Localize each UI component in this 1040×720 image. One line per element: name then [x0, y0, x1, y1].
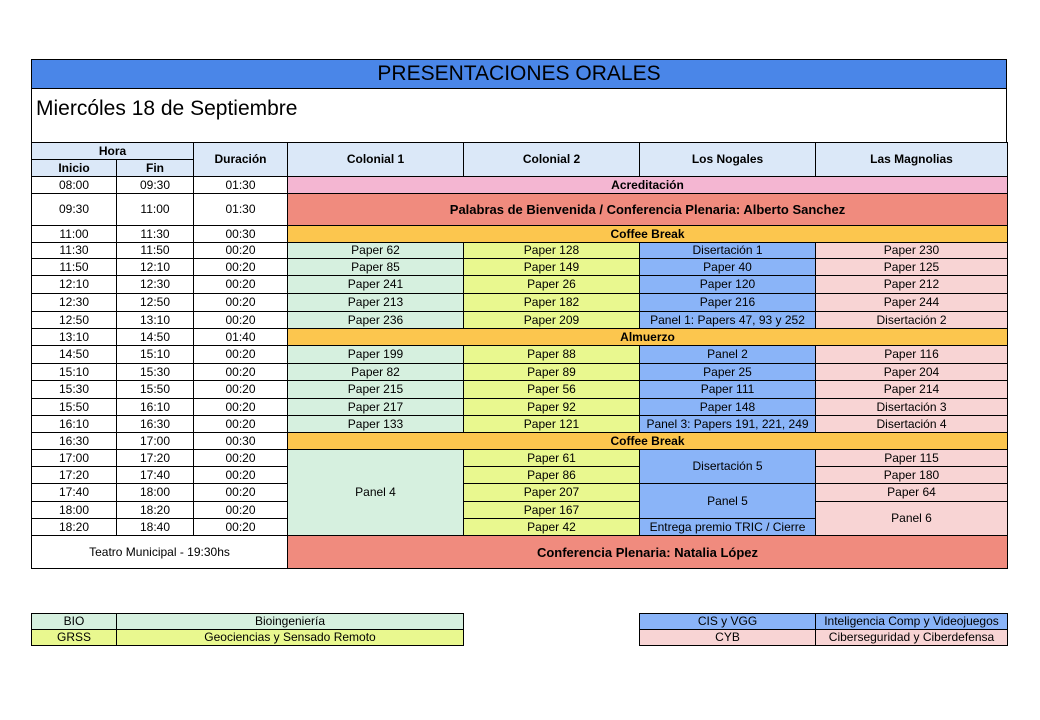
duration: 00:20 — [194, 259, 288, 276]
session-los-nogales: Paper 40 — [640, 259, 816, 276]
disertacion-5-block: Disertación 5 — [640, 450, 816, 484]
session-colonial-2: Paper 42 — [464, 519, 640, 536]
time-start: 16:10 — [32, 416, 117, 433]
session-colonial-1: Paper 241 — [288, 276, 464, 294]
session-las-magnolias: Disertación 4 — [816, 416, 1008, 433]
time-start: 12:50 — [32, 312, 117, 329]
time-end: 17:20 — [117, 450, 194, 467]
closing-plenary-block: Conferencia Plenaria: Natalia López — [288, 536, 1008, 569]
session-las-magnolias: Paper 204 — [816, 364, 1008, 381]
time-start: 09:30 — [32, 194, 117, 226]
duration: 00:20 — [194, 502, 288, 519]
time-end: 15:50 — [117, 381, 194, 399]
header-los-nogales: Los Nogales — [640, 143, 816, 177]
time-start: 15:30 — [32, 381, 117, 399]
legend-table — [31, 613, 1008, 646]
time-start: 11:50 — [32, 259, 117, 276]
time-end: 17:40 — [117, 467, 194, 484]
session-colonial-1: Paper 217 — [288, 399, 464, 416]
time-end: 13:10 — [117, 312, 194, 329]
session-colonial-2: Paper 182 — [464, 294, 640, 312]
session-los-nogales: Panel 1: Papers 47, 93 y 252 — [640, 312, 816, 329]
cierre-block: Entrega premio TRIC / Cierre — [640, 519, 816, 536]
schedule-table — [31, 142, 1008, 569]
time-end: 17:00 — [117, 433, 194, 450]
duration: 00:20 — [194, 364, 288, 381]
almuerzo-block: Almuerzo — [288, 329, 1008, 346]
time-start: 15:50 — [32, 399, 117, 416]
time-end: 12:30 — [117, 276, 194, 294]
time-start: 12:10 — [32, 276, 117, 294]
time-start: 11:00 — [32, 226, 117, 243]
time-end: 15:30 — [117, 364, 194, 381]
session-las-magnolias: Paper 230 — [816, 243, 1008, 259]
session-los-nogales: Panel 3: Papers 191, 221, 249 — [640, 416, 816, 433]
time-end: 11:50 — [117, 243, 194, 259]
session-colonial-1: Paper 215 — [288, 381, 464, 399]
legend-name-bio: Bioingeniería — [117, 614, 464, 630]
session-los-nogales: Paper 216 — [640, 294, 816, 312]
time-start: 13:10 — [32, 329, 117, 346]
session-colonial-2: Paper 88 — [464, 346, 640, 364]
legend-code-bio: BIO — [32, 614, 117, 630]
panel-6-block: Panel 6 — [816, 502, 1008, 536]
session-colonial-2: Paper 128 — [464, 243, 640, 259]
session-los-nogales: Panel 2 — [640, 346, 816, 364]
header-colonial-2: Colonial 2 — [464, 143, 640, 177]
duration: 00:20 — [194, 450, 288, 467]
header-duracion: Duración — [194, 143, 288, 177]
session-colonial-1: Paper 62 — [288, 243, 464, 259]
session-colonial-2: Paper 149 — [464, 259, 640, 276]
session-colonial-2: Paper 86 — [464, 467, 640, 484]
coffee-break-block: Coffee Break — [288, 226, 1008, 243]
time-start: 18:00 — [32, 502, 117, 519]
session-los-nogales: Paper 120 — [640, 276, 816, 294]
header-hora: Hora — [32, 143, 194, 160]
time-end: 15:10 — [117, 346, 194, 364]
time-end: 11:30 — [117, 226, 194, 243]
session-colonial-2: Paper 89 — [464, 364, 640, 381]
time-start: 16:30 — [32, 433, 117, 450]
session-colonial-2: Paper 209 — [464, 312, 640, 329]
session-colonial-1: Paper 236 — [288, 312, 464, 329]
time-end: 11:00 — [117, 194, 194, 226]
header-las-magnolias: Las Magnolias — [816, 143, 1008, 177]
time-end: 18:40 — [117, 519, 194, 536]
legend-name-cyb: Ciberseguridad y Ciberdefensa — [816, 630, 1008, 646]
header-fin: Fin — [117, 160, 194, 177]
session-colonial-2: Paper 167 — [464, 502, 640, 519]
session-los-nogales: Disertación 1 — [640, 243, 816, 259]
duration: 00:30 — [194, 433, 288, 450]
time-start: 17:00 — [32, 450, 117, 467]
session-las-magnolias: Paper 115 — [816, 450, 1008, 467]
legend-code-grss: GRSS — [32, 630, 117, 646]
session-colonial-1: Paper 213 — [288, 294, 464, 312]
time-start: 17:40 — [32, 484, 117, 502]
acreditacion-block: Acreditación — [288, 177, 1008, 194]
duration: 00:20 — [194, 467, 288, 484]
duration: 00:20 — [194, 243, 288, 259]
time-start: 11:30 — [32, 243, 117, 259]
session-las-magnolias: Paper 214 — [816, 381, 1008, 399]
session-las-magnolias: Disertación 3 — [816, 399, 1008, 416]
duration: 00:30 — [194, 226, 288, 243]
header-inicio: Inicio — [32, 160, 117, 177]
bienvenida-block: Palabras de Bienvenida / Conferencia Plenaria: Alberto Sanchez — [288, 194, 1008, 226]
teatro-municipal-note: Teatro Municipal - 19:30hs — [32, 536, 288, 569]
legend-code-cyb: CYB — [640, 630, 816, 646]
time-start: 08:00 — [32, 177, 117, 194]
session-las-magnolias: Paper 125 — [816, 259, 1008, 276]
time-end: 16:10 — [117, 399, 194, 416]
duration: 01:30 — [194, 194, 288, 226]
duration: 00:20 — [194, 416, 288, 433]
session-los-nogales: Paper 148 — [640, 399, 816, 416]
legend-spacer — [464, 614, 640, 630]
time-end: 12:10 — [117, 259, 194, 276]
duration: 00:20 — [194, 312, 288, 329]
time-start: 14:50 — [32, 346, 117, 364]
session-las-magnolias: Paper 244 — [816, 294, 1008, 312]
session-colonial-1: Paper 82 — [288, 364, 464, 381]
time-start: 18:20 — [32, 519, 117, 536]
session-las-magnolias: Paper 64 — [816, 484, 1008, 502]
coffee-break-block: Coffee Break — [288, 433, 1008, 450]
page-subtitle: Miercóles 18 de Septiembre — [31, 89, 1007, 142]
session-colonial-2: Paper 26 — [464, 276, 640, 294]
session-colonial-2: Paper 92 — [464, 399, 640, 416]
duration: 00:20 — [194, 484, 288, 502]
session-colonial-2: Paper 207 — [464, 484, 640, 502]
panel-5-block: Panel 5 — [640, 484, 816, 519]
time-end: 12:50 — [117, 294, 194, 312]
duration: 01:40 — [194, 329, 288, 346]
session-las-magnolias: Paper 116 — [816, 346, 1008, 364]
duration: 01:30 — [194, 177, 288, 194]
legend-name-cis: Inteligencia Comp y Videojuegos — [816, 614, 1008, 630]
time-start: 12:30 — [32, 294, 117, 312]
schedule-sheet — [31, 59, 1007, 569]
time-end: 14:50 — [117, 329, 194, 346]
duration: 00:20 — [194, 381, 288, 399]
session-los-nogales: Paper 25 — [640, 364, 816, 381]
time-end: 18:20 — [117, 502, 194, 519]
session-las-magnolias: Paper 212 — [816, 276, 1008, 294]
page-title: PRESENTACIONES ORALES — [31, 59, 1007, 89]
time-start: 17:20 — [32, 467, 117, 484]
session-colonial-1: Paper 133 — [288, 416, 464, 433]
legend-name-grss: Geociencias y Sensado Remoto — [117, 630, 464, 646]
session-colonial-2: Paper 121 — [464, 416, 640, 433]
duration: 00:20 — [194, 346, 288, 364]
legend-spacer — [464, 630, 640, 646]
session-los-nogales: Paper 111 — [640, 381, 816, 399]
duration: 00:20 — [194, 519, 288, 536]
time-end: 18:00 — [117, 484, 194, 502]
time-end: 16:30 — [117, 416, 194, 433]
legend-code-cis: CIS y VGG — [640, 614, 816, 630]
duration: 00:20 — [194, 399, 288, 416]
duration: 00:20 — [194, 294, 288, 312]
session-las-magnolias: Disertación 2 — [816, 312, 1008, 329]
session-colonial-2: Paper 61 — [464, 450, 640, 467]
duration: 00:20 — [194, 276, 288, 294]
session-colonial-1: Paper 85 — [288, 259, 464, 276]
time-start: 15:10 — [32, 364, 117, 381]
header-colonial-1: Colonial 1 — [288, 143, 464, 177]
panel-4-block: Panel 4 — [288, 450, 464, 536]
session-colonial-2: Paper 56 — [464, 381, 640, 399]
session-las-magnolias: Paper 180 — [816, 467, 1008, 484]
time-end: 09:30 — [117, 177, 194, 194]
session-colonial-1: Paper 199 — [288, 346, 464, 364]
